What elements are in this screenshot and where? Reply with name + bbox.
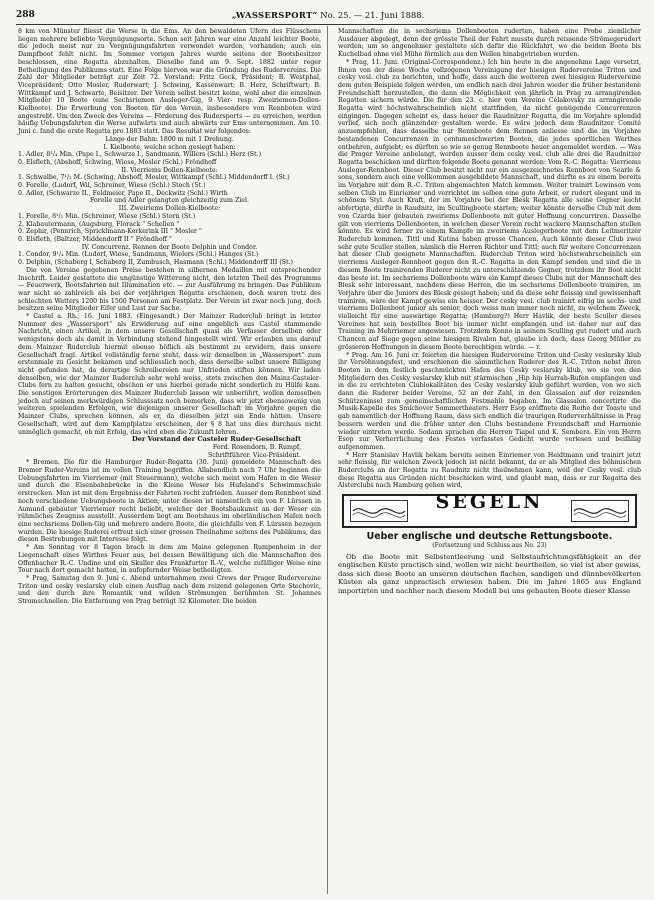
result-line: 0. Forelle, (Ludorf, Wil, Schreiner, Wiese (Schl.) Stoch (St.) [18,182,206,190]
running-head [16,10,640,20]
signature-roles: Schriftführer. Vice-Präsident. [207,451,301,459]
article-lifeboats [338,553,641,595]
header-rule [16,24,640,25]
result-line: 0. Elsfleth, (Baltzer, Middendorff II " Fröndhoff " [18,235,172,243]
article-subheadline: (Fortsetzung und Schluss aus No. 23) [432,542,547,550]
left-column [18,28,321,606]
article-prag-3: * Prag. Am 16. Juni cr. feierten die hiesigen Rudervereine Triton und Cesky veslarsky klub ihr Versöhnungsfest, und erschienen die sämmtlichen Ruderer des R.-C. Triton nebst ihren Booten in dem festlich geschmückten Hafen des Cesky veslarsky klub, wo sie von den Mitgliedern des Cesky veslarsky klub mit stürmischen „Hip hip Hurrah-Rufen empfangen und in die zu errichteten Clublokalitäten des Cesky veslarsky klub geführt wurden, von wo sich dann die Ruderer beider Vereine, 52 an der Zahl, in den Glassalon auf der reizenden Schützeninsel zum gemeinschaftlichen Festmahle begaben. Im Glassalon concertirte die Musik-Kapelle des Smichover Sommertheaters. Herr Esop eröffnete die Reihe der Toaste und gab namentlich der Hoffnung Raum, dass sich endlich die traurigen Ruderverhältnisse in Prag bessern werden und die früher unter den Clubs bestandene Freundschaft und Harmonie wieder eintreten werde. Sodann sprachen die Herren Tiapel und K. Sembera. Ein von Herrn Esop zur Verherrlichung des Festes verfasstes Gedicht wurde verlesen und beifällig aufgenommen. [338,351,641,451]
article-prizes: Die von Vereine gegebenen Preise bestehen in silbernen Medaillen mit entsprechender Inschrift. Leider gestattete die ungünstige Witterung nicht, den letzten Theil des Programms — Feuerwerk, Bootsfahrten mit Illumination etc. — zur Ausführung zu bringen. Das Publikum war nicht so zahlreich als bei der vorjährigen Regatta erschienen, doch waren trotz des schlechten Wetters 1200 bis 1500 Personen am Festplatz. Der Verein ist zwar noch jung, doch besitzen seine Mitglieder Eifer und Lust zur Sache. [18,266,321,313]
article-havlik: * Herr Stanislav Havlik bekam bereits seinen Einriemer von Heidtmann und trainirt jetzt sehr fleissig, für welchen Zweck jedoch ist nicht bekannt, da er als Mitglied des böhmischen Ruderclubs an der Regatta zu Raudnitz nicht theilnehmen kann, weil der Cesky vesl. club diese Regatta aus Gründen nicht beschicken wird, und glaubt man, dass er zur Regatta des Alsterclubs nach Hamburg gehen wird, [338,451,641,490]
race-heading-3: III. Zweiriems Dollen-Kielboote: [118,205,221,213]
article-prag-1: * Prag, Samstag den 9. Juni c. Abend unternahmen zwei Crews der Prager Rudervereine Triton und cesky veslarsky club einen Ausflug nach dem reizend gelegenen Orte Stechovic, und den durch ihre Romantik und wilden Strömungen berühmten St. Johannes Stromschnellen. Die Entfernung von Prag beträgt 32 Kilometer. Die beiden [18,574,321,606]
issue-info: No. 25. — 21. Juni 1888. [320,10,425,20]
banner-ornament-right [571,500,629,522]
page-number: 288 [16,10,35,20]
section-title: SEGELN [435,491,544,514]
result-line: 1. Condor, 9¹/₄ Min. (Ludorf, Wiese, Sandmann, Wielers (Schl.) Hanges (St.) [18,251,259,259]
article-castel: * Castel a. Rh., 16. Juni 1883. (Eingesandt.) Der Mainzer Ruderclub bringt in letzter Nummer des „Wassersport“ als Erwiderung auf eine angeblich aus Castel stammende Nachricht, einen Artikel, in dem unsere Gesellschaft quasi als Verfasser derselben oder wenigstens doch als damit in Verbindung stehend hingestellt wird. Wir erlauben uns darauf dem Mainzer Ruderclub hiermit ebenso höflich als bestimmt zu erwidern, dass unsere Gesellschaft fragl. Artikel vollständig ferne steht, dass wir denselben in „Wassersport“ zum erstenmale zu Gesicht bekamen und schliesslich noch, dass derselbe selbst unsere Billigung nicht gefunden hat, da derartige Schreibereien nur Unfrieden stiften können. Wir laden denselben, wie der Mainzer Ruderclub sehr wohl weiss, stets zwischen den Mainz-Casteler-Clubs fern zu halten gesucht, obschon er uns hierbei gerade nicht sonderlich zu Hülfe kam. Die sonstigen Erörterungen des Mainzer Ruderclub lassen wir unberührt, wollen demselben jedoch auf seinen merkwürdigen Schlusssatz noch bemerken, dass wir jetzt ebensowenig von weiteren spielenden Erfolgen, wie diejenigen unserer Gesellschaft im Vorjahre gegen die Mainzer Clubs, sprechen können, als er, da dieselben jetzt ein Ende hätten. Unsere Gesellschaft, wird auf dem Kampfplatze erscheinen, der § 8 hat uns dies durchaus nicht unmöglich gemacht, ob mit Erfolg, das wird eben die Zukunft lehren. [18,313,321,436]
article-muenster: 8 km von Münster fliesst die Werse in die Ems. An den bewaldeten Ufern des Flüsschens liegen mehrere beliebte Vergnügungsorte. Schon seit Jahren war eine Anzahl leichter Boote, die jedoch meist nur zu Vergnügungsfahrten verwendet wurden, vorhanden; auch ein Dampfboot fehlt nicht. Im Sommer vorigen Jahres wurde seitens der Bootsbesitzer beschlossen, eine Regatta abzuhalten. Dieselbe fand am 9. Sept. 1882 unter reger Betheiligung des Publikums statt. Eine Folge hiervon war die Gründung des Rudervereins. Die Zahl der Mitglieder beträgt zur Zeit 72. Vorstand: Fritz Geck, Präsident; B. Westphal, Vicepräsident; Otto Mosler, Ruderwart; J. Schwing, Kassenwart; B. Herz, Schriftwart; B. Wittkampf und J. Schwarte, Beisitzer. Der Verein selbst besitzt keine, wohl aber die einzelnen Mitglieder 10 Boote (eine Sechsriemen Ausleger-Gig, 9 Vier- resp. Zweiriemen-Dollen-Kielboote). Die Erwerbung von Booten für den Verein, insbesondere von Rennboten wird angestrebt. Um den Zweck des Vereins — Förderung des Rudersports — zu erreichen, werden häufig Uebungsfahrten die Werse aufwärts und auch abwärts zur Ems unternommen. Am 10. Juni c. fand die erste Regatta pro 1883 statt. Das Resultat war folgendes: [18,28,321,136]
result-line: 0. Adler, (Schwarze II., Feldmeier, Pape II., Deckwitz (Schl.) Wirth [18,189,228,197]
right-column [338,28,641,595]
race-results [18,151,321,267]
result-note: Forelle und Adler gelangten gleichzeitig zum Ziel. [90,197,249,205]
race-heading-2: II. Vierriems Dollen-Kielboote: [121,166,218,174]
race-heading-4: IV. Concurrenz. Rennen der Boote Delphin und Condor. [81,243,258,251]
article-lifeboats-text: Ob die Boote mit Selbstentleerung und Selbstaufrichtungsfähigkeit an der englischen Küste practisch sind, wollen wir nicht beurtheilen, so viel ist aber gewiss, dass sich diese Boote an unseren deutschen flachen, sandigen und dünnbevölkerten Küsten als ganz unpractisch erwiesen haben. Die im Jahre 1865 aus England importirten und nachher nach diesem Modell bei uns gebauten Boote dieser Klasse [338,552,641,595]
result-line: 2. Klabautermann, (Augsburg, Florack " Schellen " [18,220,180,228]
race-heading-1: I. Kielboote, welche schon gesiegt haben: [103,143,236,151]
article-bremen: * Bremen. Die für die Hamburger Ruder-Regatta (30. Juni) gemeldete Mannschaft des Bremer Ruder-Vereins ist im vollen Training begriffen. Allabendlich nach 7 Uhr beginnen die Uebungsfahrten im Vierriemer (mit Steuermann), welche sich meist vom Hafen in die Weser und durch die Eisenbahnbrücke in die Kleine Weser bis Hufeland's Schwimmschule erstrecken. Man ist mit dem Ergebniss der Fahrten recht zufrieden. Ausser dem Rennboot sind noch verschiedene Uebungsboote in Aktion; unter diesen ist namentlich ein von F. Lürssen in Aumund gebauter Vierriemer recht beliebt, welcher der Bootsbaukunst an der Weser ein rühmliches Zeugniss ausstellt. Ausserdem liegt am Bootshaus im oberländischen Hafen noch eine sechsriems Dollen-Gig und mehrere andere Boote, die gleichfalls von F. Lürssen bezogen wurden. Die hiesige Ruderei erfreut sich einer grossen Theilnahme seitens des Publikums, das diesen Bestrebungen mit Interesse folgt. [18,459,321,544]
article-prag-2: * Prag, 11. Juni. (Original-Correspondenz.) Ich bin heute in die angenehme Lage versetzt, Ihnen von der diese Woche vollzogenen Vereinigung der hiesigen Rudervereine Triton und cesky vesl. club zu berichten, und hoffe, dass auch die weiteren zwei hiesigen Rudervereine dem guten Beispiele folgen werden, um endlich nach drei Jahren wieder die früher bestandene Freundschaft herzustellen, die dann die Möglichkeit von jährlich in Prag zu arrangirenden Regatten sichern würde. Die für den 23. c. hier vom Vereine Célakovsky zu arrangirende Regatta wird höchstwahrscheinlich nicht stattfinden, da nicht genügende Concurrenzen eingingen. Dagegen scheint es, dass heuer die Raudnitzer Regatta, die im Vorjahre splendid verlief, sich noch glänzender gestalten werde. Es wäre jedoch dem Raudnitzer Comité anzuempfehlen, dass dasselbe nur Rennboote dem Rennen anliesse und die im Vorjahre bestandenen Concurrenzen in centumeschwerten Booten, die jedes sportlichen Werthes entbehren, aufgiebt; es dürften so wie so genug Rennboote heuer angemeldet werden. — Was die Prager Vereine anbelangt, werden ausser dem cesky vesl. club alle drei die Raudnitzer Regatta beschicken und dürften folgende Boote genannt werden: Vom R.-C. Regatta: Vierriems Ausleger-Rennboot. Dieser Club besitzt nicht nur ein ausgezeichnetes Rennboot von Searle & sons, sondern auch eine vollkommen ausgebildete Mannschaft, und dürfte es zu einem bereits im Vorjahre mit dem R.-C. Triton abgemachten Match kommen. Weiter trainirt Lewinson vom selben Club im Einriemer und verrichtet im selben eine gute Arbeit, er rudert elegant und in schönem Styl. Auch Kraft, der im Vorjahre bei der Blesk Regatta alle seine Gegner leicht abfertigte, dürfte in Raudnitz, im Scullingboote starten; weiter könnte derselbe Club mit dem von Czarda hier gebauten zweiriems Dollenboote mit guter Hoffnung concurriren. Dasselbe gilt von vierriems Dollenbooten, in welchen dieser Verein recht wackere Mannschaften stellen könnte. Es wird ferner zu einem Kampfe im zweiriems Auslegerboote mit dem Leitmeritzer Ruderclub kommen. Tittl und Kutina haben grosse Chancen. Auch könnte dieser Club zwei sehr gute Sculler stellen, nämlich die Herren Richter und Tittl; auch für weitere Concurrenzen hat dieser Club geeignete Mannschaften. Ruderclub Triton wird höchstwahrscheinlich ein vierriems Ausleger-Rennboot gegen den R.-C. Regatta in den Kampf senden und sind die in diesem Boote trainirenden Ruderer nicht zu unterschätzende Gegner, trotzdem ihr Boot nicht das beste ist. Im sechsriems Dollenboote wäre ein Kampf dieses Clubs mit der Mannschaft des Blesk sehr interessant, nachdem diese Herren, die im sechsriems Dollenboote trainiren, im Vorjahre über die Juniors des Blesk gesiegt haben; und da diese sehr fleissig und gewissenhaft trainiren, wäre der Kampf gewiss ein heisser. Der cesky vesl. club trainirt eifrig im sechs- und vierriems Dollenboot junior als senior, doch weiss man immer noch nicht, zu welchem Zweck, vielleicht für eine auswärtige Regatta; (Hamburg?) Herr Havlik, der beste Sculler dieses Vereines hat sein bestelltes Boot bis immer nicht empfangen und ist daher nur auf das Training im Mehrriemer angewiesen. Trotzdem Konno in seinem Sculling gut rudert und auch Chancen auf Siege gegen seine hiesigen Rivalen hat, glaube ich doch, dass Georg Müller zu grösseren Hoffnungen in diesem Boote berechtigen würde. — r. [338,58,641,351]
result-line: 1. Schwalbe, 7¹/₂ M. (Schwing, Abshoff, Mosler, Wittkampf (Schl.) Middendorff I. (St.) [18,174,290,182]
article-rumpenheim: * Am Sonntag vor 8 Tagen brach in dem am Maine gelegenen Rumpenheim in der Liegenschaft eines Wirthes Feuer aus, bei dessen Bewältigung sich die Mannschaften des Offenbacher R.-C. Undine und ein Skuller des Frankfurter R.-V., welche zufälliger Weise eine Tour nach dort gemacht hatten, in aufopfernder Weise betheiligten. [18,544,321,575]
result-line: 0. Zephir, (Pennrich, Spricklmann-Kerkerink III " Mosler " [18,228,202,236]
signature-board: Der Vorstand der Casteler Ruder-Gesellschaft [131,435,301,444]
result-line: 0. Delphin, (Schaberg I, Schaberg II, Zumbusch, Hasmann (Schl.) Middendorff III (St.) [18,259,293,267]
page-header [16,10,640,24]
column-divider [327,26,328,894]
article-headline: Ueber englische und deutsche Rettungsboote. [366,531,613,543]
journal-title: „WASSERSPORT“ [231,10,318,20]
article-prag-continued: Mannschaften die in sechsriems Dollenbooten ruderten, haben eine Probe ziemlicher Ausdauer abgelegt, denn der grösste Theil der Fahrt musste durch reissende Strömegerudert werden; um so angenehmer gestaltete sich dafür die Rückfahrt, wo die beiden Boote bis Kuchelbad ohne viel Mühe förmlich aus den Wellen hinabgetrieben wurden. [338,28,641,59]
result-line: 1. Adler, 8¹/₄ Min. (Pape I., Schwarze I., Sandmann, Willers (Schl.) Herz (St.) [18,151,262,159]
result-line: 1. Forelle, 8¹/₂ Min. (Schreiner, Wiese (Schl.) Storn (St.) [18,212,196,220]
signature-names: Ferd. Rosendorn, B. Rumpf, [212,443,301,451]
section-banner [342,491,637,528]
course-length: Länge der Bahn: 1800 m mit 1 Drehung. [105,135,234,143]
result-line: 0. Elsfleth, (Abshoff, Schwing, Wiese, Mosler (Schl.) Fröndhoff [18,158,217,166]
